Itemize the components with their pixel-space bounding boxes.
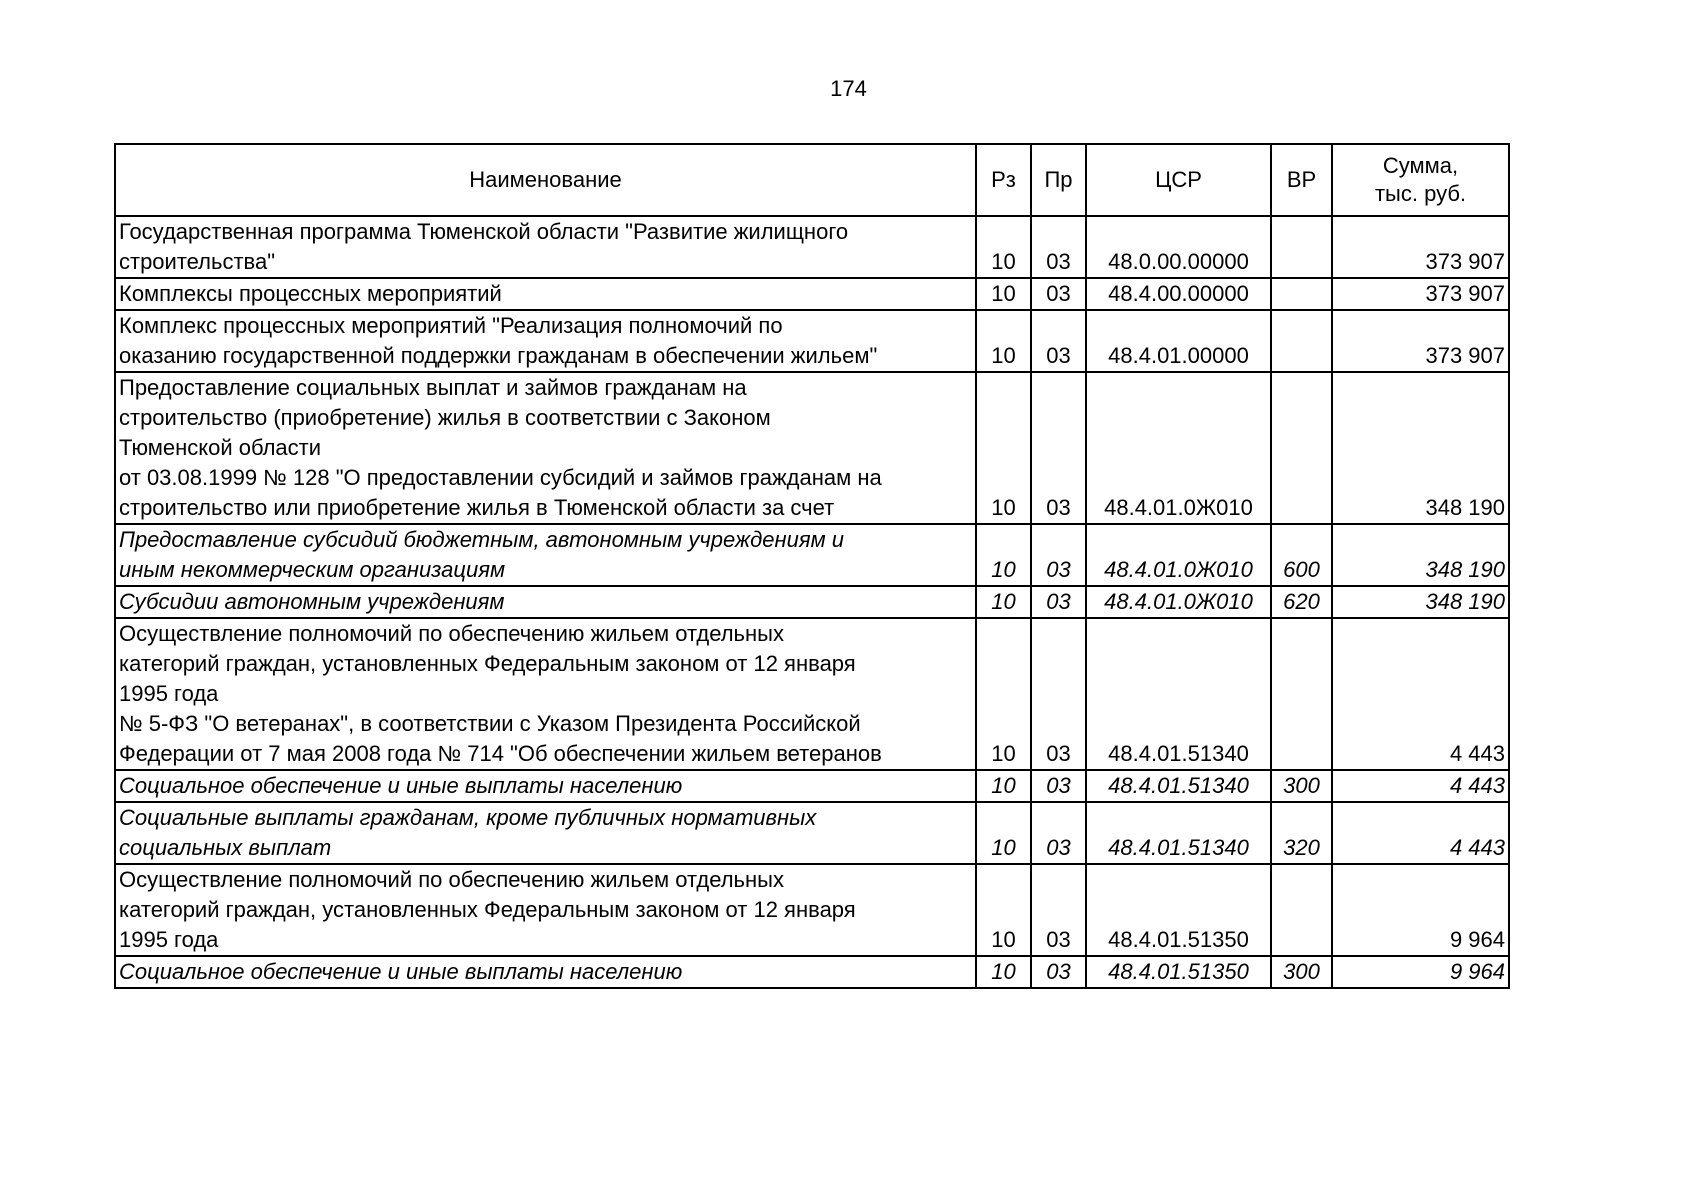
cell-vr: 320 — [1271, 802, 1332, 864]
table-row — [115, 864, 1509, 956]
cell-vr — [1271, 864, 1332, 956]
cell-rz: 10 — [976, 310, 1031, 372]
row-name-text: Осуществление полномочий по обеспечению жильем отдельных категорий граждан, установленных Федеральным законом от 12 января 1995 года — [119, 867, 856, 952]
cell-rz: 10 — [976, 618, 1031, 770]
cell-csr: 48.4.01.0Ж010 — [1086, 524, 1271, 586]
row-name-text: Комплексы процессных мероприятий — [119, 281, 502, 306]
cell-rz: 10 — [976, 770, 1031, 802]
cell-rz: 10 — [976, 372, 1031, 524]
cell-sum: 4 443 — [1332, 770, 1509, 802]
cell-csr: 48.4.01.51340 — [1086, 618, 1271, 770]
cell-rz: 10 — [976, 278, 1031, 310]
row-name-text: Социальное обеспечение и иные выплаты населению — [119, 773, 683, 798]
cell-vr — [1271, 618, 1332, 770]
cell-sum: 9 964 — [1332, 956, 1509, 988]
cell-pr: 03 — [1031, 278, 1086, 310]
table-row — [115, 618, 1509, 770]
cell-name — [115, 586, 976, 618]
cell-rz: 10 — [976, 524, 1031, 586]
table-row — [115, 216, 1509, 278]
table-row — [115, 372, 1509, 524]
cell-vr — [1271, 216, 1332, 278]
header-vr: ВР — [1271, 144, 1332, 216]
cell-pr: 03 — [1031, 770, 1086, 802]
table-row — [115, 770, 1509, 802]
cell-name — [115, 802, 976, 864]
cell-name — [115, 770, 976, 802]
cell-rz: 10 — [976, 586, 1031, 618]
cell-csr: 48.0.00.00000 — [1086, 216, 1271, 278]
header-rz: Рз — [976, 144, 1031, 216]
cell-name — [115, 864, 976, 956]
row-name-text: Осуществление полномочий по обеспечению жильем отдельных категорий граждан, установленных Федеральным законом от 12 января 1995 года № 5-ФЗ "О ветеранах", в соответствии с Указом Президента Российской Федерации от 7 мая 2008 года № 714 "Об обеспечении жильем ветеранов — [119, 621, 882, 766]
cell-pr: 03 — [1031, 524, 1086, 586]
cell-rz: 10 — [976, 956, 1031, 988]
cell-sum: 9 964 — [1332, 864, 1509, 956]
cell-vr: 300 — [1271, 956, 1332, 988]
cell-sum: 4 443 — [1332, 618, 1509, 770]
cell-vr: 600 — [1271, 524, 1332, 586]
table-body — [115, 216, 1509, 988]
page-number: 174 — [830, 76, 867, 101]
row-name-text: Социальные выплаты гражданам, кроме публичных нормативных социальных выплат — [119, 805, 817, 860]
row-name-text: Субсидии автономным учреждениям — [119, 589, 505, 614]
table-row — [115, 524, 1509, 586]
cell-pr: 03 — [1031, 216, 1086, 278]
cell-pr: 03 — [1031, 956, 1086, 988]
table-row — [115, 802, 1509, 864]
cell-csr: 48.4.01.51350 — [1086, 956, 1271, 988]
cell-vr — [1271, 310, 1332, 372]
row-name-text: Предоставление субсидий бюджетным, автономным учреждениям и иным некоммерческим организациям — [119, 527, 845, 582]
cell-name — [115, 618, 976, 770]
cell-rz: 10 — [976, 864, 1031, 956]
cell-pr: 03 — [1031, 618, 1086, 770]
row-name-text: Предоставление социальных выплат и займов гражданам на строительство (приобретение) жилья в соответствии с Законом Тюменской области от 03.08.1999 № 128 "О предоставлении субсидий и займов гражданам на строительство или приобретение жилья в Тюменской области за счет — [119, 375, 882, 520]
cell-rz: 10 — [976, 216, 1031, 278]
header-sum: Сумма, тыс. руб. — [1332, 144, 1509, 216]
budget-table — [114, 143, 1510, 989]
cell-csr: 48.4.00.00000 — [1086, 278, 1271, 310]
cell-name — [115, 216, 976, 278]
cell-csr: 48.4.01.51340 — [1086, 802, 1271, 864]
row-name-text: Социальное обеспечение и иные выплаты населению — [119, 959, 683, 984]
row-name-text: Государственная программа Тюменской области "Развитие жилищного строительства" — [119, 219, 849, 274]
header-name: Наименование — [115, 144, 976, 216]
cell-csr: 48.4.01.0Ж010 — [1086, 586, 1271, 618]
row-name-text: Комплекс процессных мероприятий "Реализация полномочий по оказанию государственной поддержки гражданам в обеспечении жильем" — [119, 313, 878, 368]
header-pr: Пр — [1031, 144, 1086, 216]
cell-sum: 348 190 — [1332, 372, 1509, 524]
cell-csr: 48.4.01.0Ж010 — [1086, 372, 1271, 524]
table-row — [115, 956, 1509, 988]
cell-sum: 373 907 — [1332, 310, 1509, 372]
cell-vr: 620 — [1271, 586, 1332, 618]
cell-name — [115, 372, 976, 524]
table-row — [115, 586, 1509, 618]
table-row — [115, 278, 1509, 310]
cell-sum: 348 190 — [1332, 524, 1509, 586]
cell-name — [115, 524, 976, 586]
cell-name — [115, 956, 976, 988]
cell-sum: 4 443 — [1332, 802, 1509, 864]
cell-name — [115, 310, 976, 372]
cell-csr: 48.4.01.51340 — [1086, 770, 1271, 802]
cell-vr: 300 — [1271, 770, 1332, 802]
cell-pr: 03 — [1031, 372, 1086, 524]
cell-csr: 48.4.01.51350 — [1086, 864, 1271, 956]
table-header-row — [115, 144, 1509, 216]
cell-sum: 348 190 — [1332, 586, 1509, 618]
cell-sum: 373 907 — [1332, 278, 1509, 310]
cell-pr: 03 — [1031, 310, 1086, 372]
cell-sum: 373 907 — [1332, 216, 1509, 278]
cell-vr — [1271, 278, 1332, 310]
cell-name — [115, 278, 976, 310]
cell-vr — [1271, 372, 1332, 524]
cell-pr: 03 — [1031, 864, 1086, 956]
cell-csr: 48.4.01.00000 — [1086, 310, 1271, 372]
cell-pr: 03 — [1031, 802, 1086, 864]
header-csr: ЦСР — [1086, 144, 1271, 216]
cell-pr: 03 — [1031, 586, 1086, 618]
cell-rz: 10 — [976, 802, 1031, 864]
table-row — [115, 310, 1509, 372]
